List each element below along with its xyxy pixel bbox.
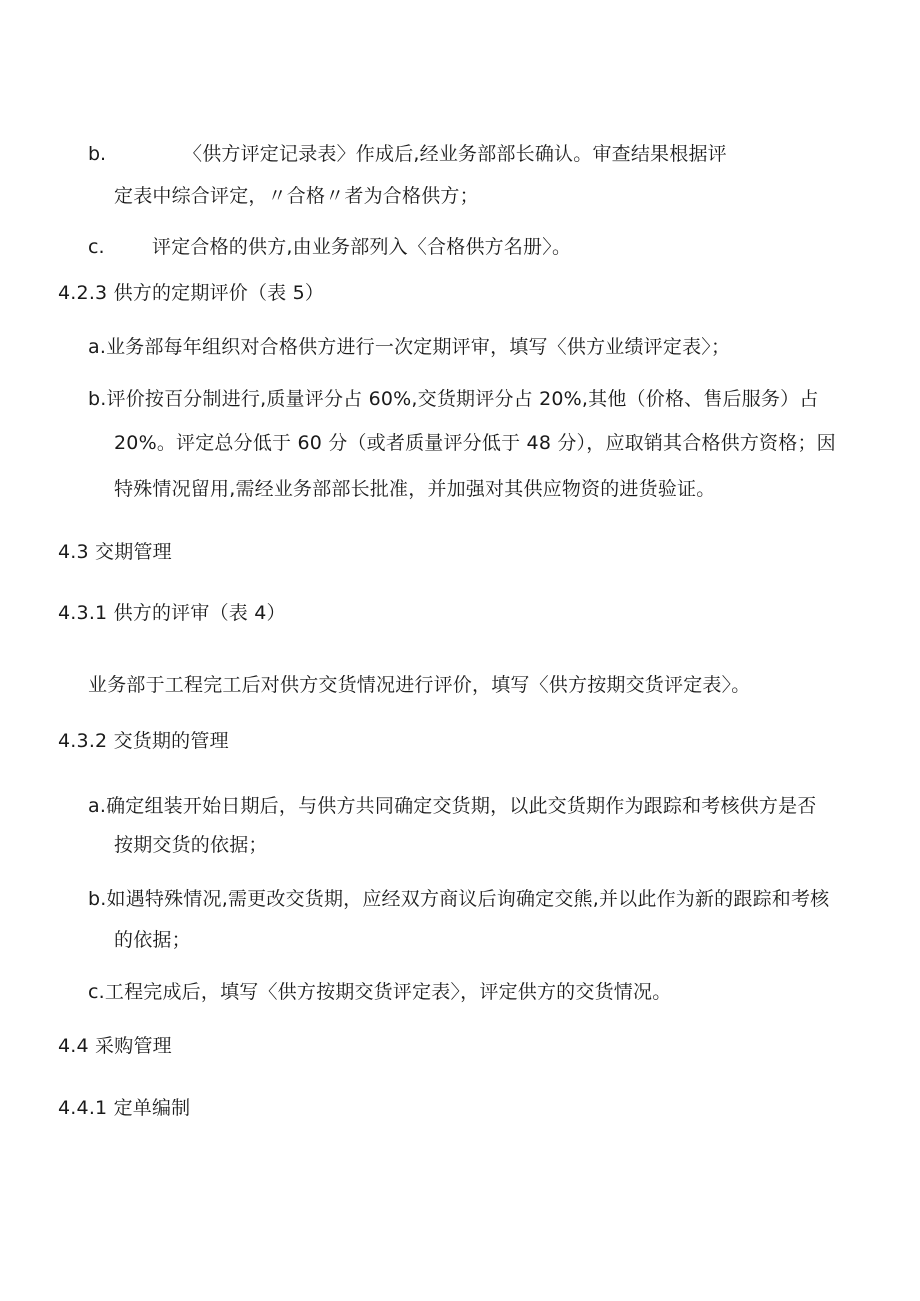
section-heading: 4.3.1 供方的评审（表 4） [58, 602, 286, 624]
paragraph-line: 20%。评定总分低于 60 分（或者质量评分低于 48 分），应取销其合格供方资格；因 [114, 432, 836, 454]
paragraph-line: 业务部于工程完工后对供方交货情况进行评价，填写〈供方按期交货评定表〉。 [88, 674, 751, 696]
section-heading: 4.3.2 交货期的管理 [58, 730, 229, 752]
section-heading: 4.3 交期管理 [58, 541, 172, 563]
list-marker-b: b. [88, 143, 107, 165]
section-heading: 4.4 采购管理 [58, 1035, 172, 1057]
list-item: a.业务部每年组织对合格供方进行一次定期评审，填写〈供方业绩评定表〉； [88, 336, 731, 358]
paragraph-line: 的依据； [114, 929, 191, 951]
list-item: b.如遇特殊情况,需更改交货期，应经双方商议后询确定交熊,并以此作为新的跟踪和考核 [88, 888, 830, 910]
paragraph-line: 特殊情况留用,需经业务部部长批准，并加强对其供应物资的进货验证。 [114, 478, 716, 500]
list-item: b.评价按百分制进行,质量评分占 60%,交货期评分占 20%,其他（价格、售后服务）占 [88, 388, 819, 410]
paragraph-line: 按期交货的依据； [114, 834, 268, 856]
paragraph-line: 定表中综合评定，〃合格〃者为合格供方； [114, 185, 479, 207]
list-item: c.工程完成后，填写〈供方按期交货评定表〉，评定供方的交货情况。 [88, 981, 672, 1003]
list-marker-c: c. [88, 236, 105, 258]
paragraph-line: 评定合格的供方,由业务部列入〈合格供方名册〉。 [152, 236, 572, 258]
list-item: a.确定组装开始日期后，与供方共同确定交货期，以此交货期作为跟踪和考核供方是否 [88, 795, 817, 817]
paragraph-line: 〈供方评定记录表〉作成后,经业务部部长确认。审查结果根据评 [183, 143, 727, 165]
section-heading: 4.2.3 供方的定期评价（表 5） [58, 282, 325, 304]
section-heading: 4.4.1 定单编制 [58, 1097, 191, 1119]
